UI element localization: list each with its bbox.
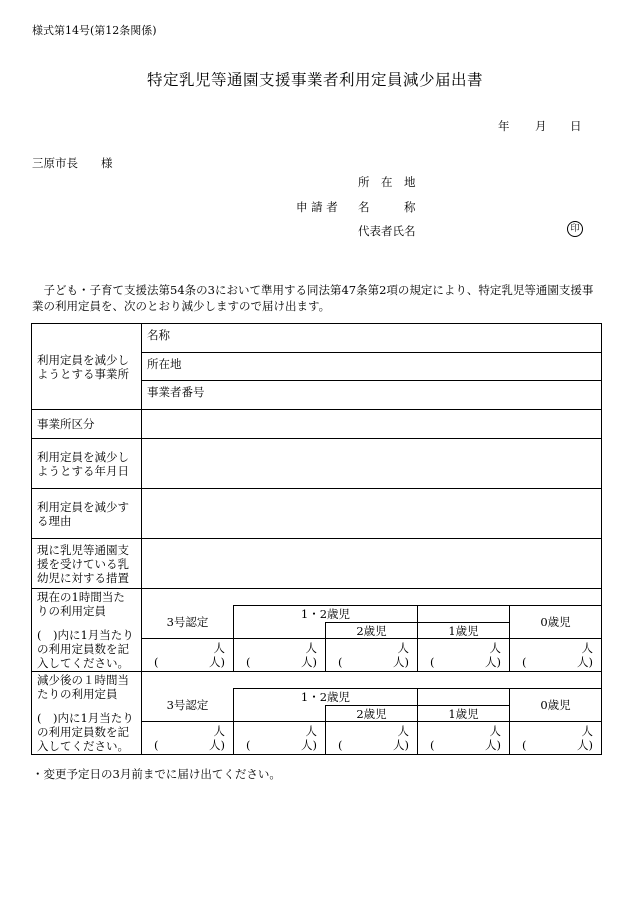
current-age12-blank: [234, 623, 326, 639]
date-day-label: 日: [570, 119, 582, 133]
after-age0-value[interactable]: 人 ( 人): [510, 722, 602, 755]
current-age12-header: 1・2歳児: [234, 606, 418, 623]
applicant-representative-label: 代表者氏名: [358, 224, 416, 238]
current-capacity-note: ( )内に1月当たりの利用定員数を記入してください。: [37, 628, 134, 670]
measures-field[interactable]: [142, 539, 602, 589]
current-age2-header: 2歳児: [326, 623, 418, 639]
document-title: 特定乳児等通園支援事業者利用定員減少届出書: [146, 71, 483, 89]
facility-label: 利用定員を減少しようとする事業所: [32, 324, 142, 410]
after-capacity-label: [32, 672, 142, 755]
after-age1-header: 1歳児: [418, 706, 510, 722]
current-capacity-caption: 現在の1時間当たりの利用定員: [37, 590, 125, 618]
after-cert3-value[interactable]: 人 ( 人): [142, 722, 234, 755]
current-cert3-header: 3号認定: [142, 606, 234, 639]
reduction-date-field[interactable]: [142, 439, 602, 489]
after-capacity-caption: 減少後の１時間当たりの利用定員: [37, 673, 129, 701]
addressee: 三原市長 様: [32, 156, 113, 170]
current-age12-cont: [418, 606, 510, 623]
after-age12-header: 1・2歳児: [234, 689, 418, 706]
reduction-date-label: 利用定員を減少しようとする年月日: [32, 439, 142, 489]
current-capacity-label: [32, 589, 142, 672]
after-age2-value[interactable]: 人 ( 人): [326, 722, 418, 755]
current-cert3-value[interactable]: 人 ( 人): [142, 639, 234, 672]
applicant-label: 申 請 者: [296, 200, 338, 214]
after-age12-cont: [418, 689, 510, 706]
applicant-address-label: 所 在 地: [358, 175, 416, 189]
after-age1-value[interactable]: 人 ( 人): [418, 722, 510, 755]
intro-paragraph: 子ども・子育て支援法第54条の3において準用する同法第47条第2項の規定により、特定乳児等通園支援事業の利用定員を、次のとおり減少しますので届け出ます。: [32, 283, 594, 313]
current-age0-header: 0歳児: [510, 606, 602, 639]
measures-label: 現に乳児等通園支援を受けている乳幼児に対する措置: [32, 539, 142, 589]
after-age2-header: 2歳児: [326, 706, 418, 722]
date-month-label: 月: [535, 119, 547, 133]
seal-mark: 印: [567, 221, 583, 237]
date-year-label: 年: [498, 119, 510, 133]
after-age12-value[interactable]: 人 ( 人): [234, 722, 326, 755]
current-age2-value[interactable]: 人 ( 人): [326, 639, 418, 672]
after-age0-header: 0歳児: [510, 689, 602, 722]
reason-field[interactable]: [142, 489, 602, 539]
current-capacity-header-gap: [142, 589, 602, 606]
current-age12-value[interactable]: 人 ( 人): [234, 639, 326, 672]
category-field[interactable]: [142, 410, 602, 439]
form-number: 様式第14号(第12条関係): [32, 24, 157, 37]
after-capacity-header-gap: [142, 672, 602, 689]
current-age0-value[interactable]: 人 ( 人): [510, 639, 602, 672]
reason-label: 利用定員を減少する理由: [32, 489, 142, 539]
facility-address-field[interactable]: 所在地: [142, 353, 602, 381]
facility-number-field[interactable]: 事業者番号: [142, 381, 602, 410]
applicant-name-label: 名 称: [358, 200, 416, 214]
facility-name-field[interactable]: 名称: [142, 324, 602, 353]
after-capacity-note: ( )内に1月当たりの利用定員数を記入してください。: [37, 711, 134, 753]
current-age1-header: 1歳児: [418, 623, 510, 639]
category-label: 事業所区分: [32, 410, 142, 439]
after-age12-blank: [234, 706, 326, 722]
footnote: ・変更予定日の3月前までに届け出てください。: [32, 767, 281, 781]
after-cert3-header: 3号認定: [142, 689, 234, 722]
current-age1-value[interactable]: 人 ( 人): [418, 639, 510, 672]
notification-form-table: [31, 323, 602, 755]
